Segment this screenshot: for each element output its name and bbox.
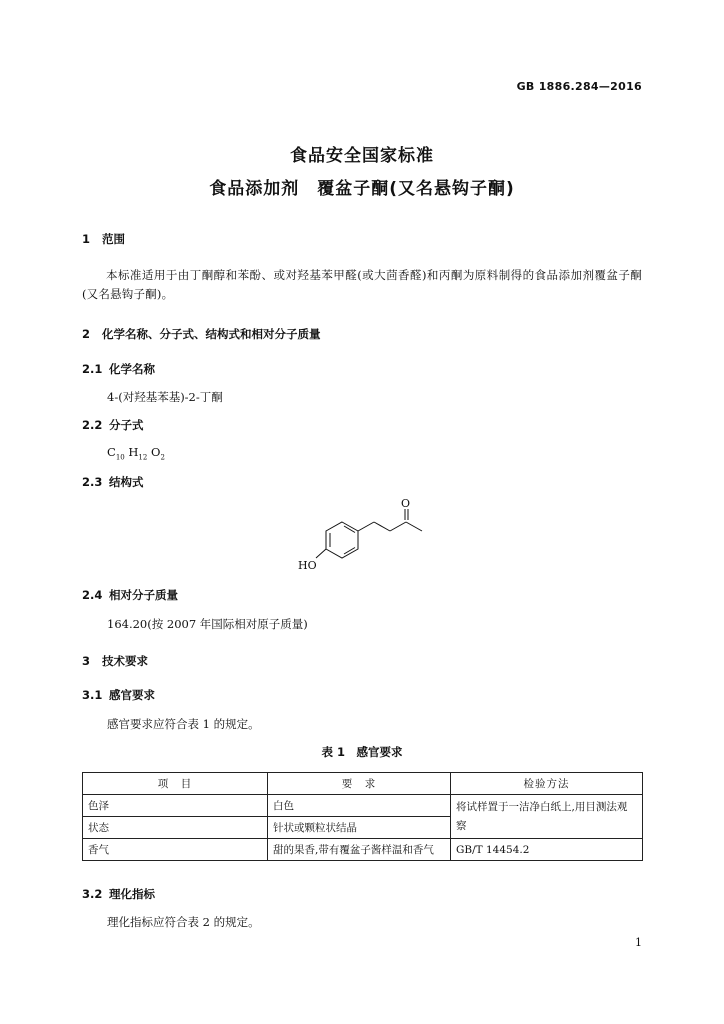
column-header: 要 求 bbox=[268, 773, 451, 795]
molecular-weight: 164.20(按 2007 年国际相对原子质量) bbox=[107, 617, 308, 631]
chain-bond bbox=[406, 522, 422, 531]
chain-bond bbox=[390, 522, 406, 531]
chain-bond bbox=[374, 522, 390, 531]
section-title: 技术要求 bbox=[102, 654, 148, 668]
section-title: 感官要求 bbox=[109, 688, 155, 702]
table-cell: 针状或颗粒状结晶 bbox=[268, 817, 451, 839]
column-header: 项 目 bbox=[83, 773, 268, 795]
section-number: 1 bbox=[82, 232, 91, 246]
section-number: 3.2 bbox=[82, 887, 103, 901]
sensory-requirements-table bbox=[82, 772, 643, 861]
section-number: 2.4 bbox=[82, 588, 103, 602]
sensory-text: 感官要求应符合表 1 的规定。 bbox=[107, 717, 260, 731]
chemical-name: 4-(对羟基苯基)-2-丁酮 bbox=[107, 390, 223, 404]
section-3-1-heading bbox=[82, 687, 155, 703]
benzene-ring bbox=[326, 522, 358, 558]
table-row bbox=[83, 839, 643, 861]
section-2-2-heading bbox=[82, 417, 144, 433]
page-number: 1 bbox=[635, 936, 642, 949]
section-number: 2.2 bbox=[82, 418, 103, 432]
physicochemical-text: 理化指标应符合表 2 的规定。 bbox=[107, 915, 260, 929]
section-title: 分子式 bbox=[109, 418, 144, 432]
section-title: 结构式 bbox=[109, 475, 144, 489]
section-2-4-heading bbox=[82, 587, 178, 603]
scope-paragraph: 本标准适用于由丁酮醇和苯酚、或对羟基苯甲醛(或大茴香醛)和丙酮为原料制得的食品添加剂覆盆子酮(又名悬钩子酮)。 bbox=[82, 268, 642, 301]
section-title: 化学名称、分子式、结构式和相对分子质量 bbox=[102, 327, 321, 341]
structural-formula bbox=[290, 498, 440, 574]
section-title: 化学名称 bbox=[109, 362, 155, 376]
table-cell: 状态 bbox=[83, 817, 268, 839]
chain-bond bbox=[358, 522, 374, 531]
section-number: 2.3 bbox=[82, 475, 103, 489]
table-header-row bbox=[83, 773, 643, 795]
ring-double-bond bbox=[344, 548, 355, 555]
document-subtitle: 食品添加剂 覆盆子酮(又名悬钩子酮) bbox=[209, 179, 515, 199]
section-title: 相对分子质量 bbox=[109, 588, 178, 602]
section-number: 2.1 bbox=[82, 362, 103, 376]
section-number: 3 bbox=[82, 654, 91, 668]
section-2-1-heading bbox=[82, 361, 155, 377]
section-2-3-heading bbox=[82, 474, 144, 490]
hydroxyl-bond bbox=[316, 549, 326, 558]
molecular-formula: $C_{10}$ $H_{12}$ $O_2$ bbox=[107, 445, 165, 462]
column-header: 检验方法 bbox=[451, 773, 643, 795]
table-cell: GB/T 14454.2 bbox=[451, 839, 643, 861]
table-cell: 香气 bbox=[83, 839, 268, 861]
section-2-heading bbox=[82, 326, 321, 342]
section-number: 2 bbox=[82, 327, 91, 341]
standard-number: GB 1886.284—2016 bbox=[516, 80, 642, 93]
section-3-heading bbox=[82, 653, 148, 669]
table-cell: 白色 bbox=[268, 795, 451, 817]
section-1-heading bbox=[82, 231, 125, 247]
table-1-caption: 表 1 感官要求 bbox=[321, 745, 403, 759]
table-cell: 甜的果香,带有覆盆子酱样温和香气 bbox=[268, 839, 451, 861]
table-cell: 色泽 bbox=[83, 795, 268, 817]
oxygen-label: O bbox=[401, 498, 411, 510]
section-number: 3.1 bbox=[82, 688, 103, 702]
section-3-2-heading bbox=[82, 886, 155, 902]
section-title: 理化指标 bbox=[109, 887, 155, 901]
hydroxyl-label: HO bbox=[298, 559, 317, 572]
table-row bbox=[83, 795, 643, 817]
ring-double-bond bbox=[344, 526, 355, 533]
document-title: 食品安全国家标准 bbox=[290, 146, 434, 166]
section-title: 范围 bbox=[102, 232, 125, 246]
table-cell: 将试样置于一洁净白纸上,用目测法观察 bbox=[451, 795, 643, 839]
